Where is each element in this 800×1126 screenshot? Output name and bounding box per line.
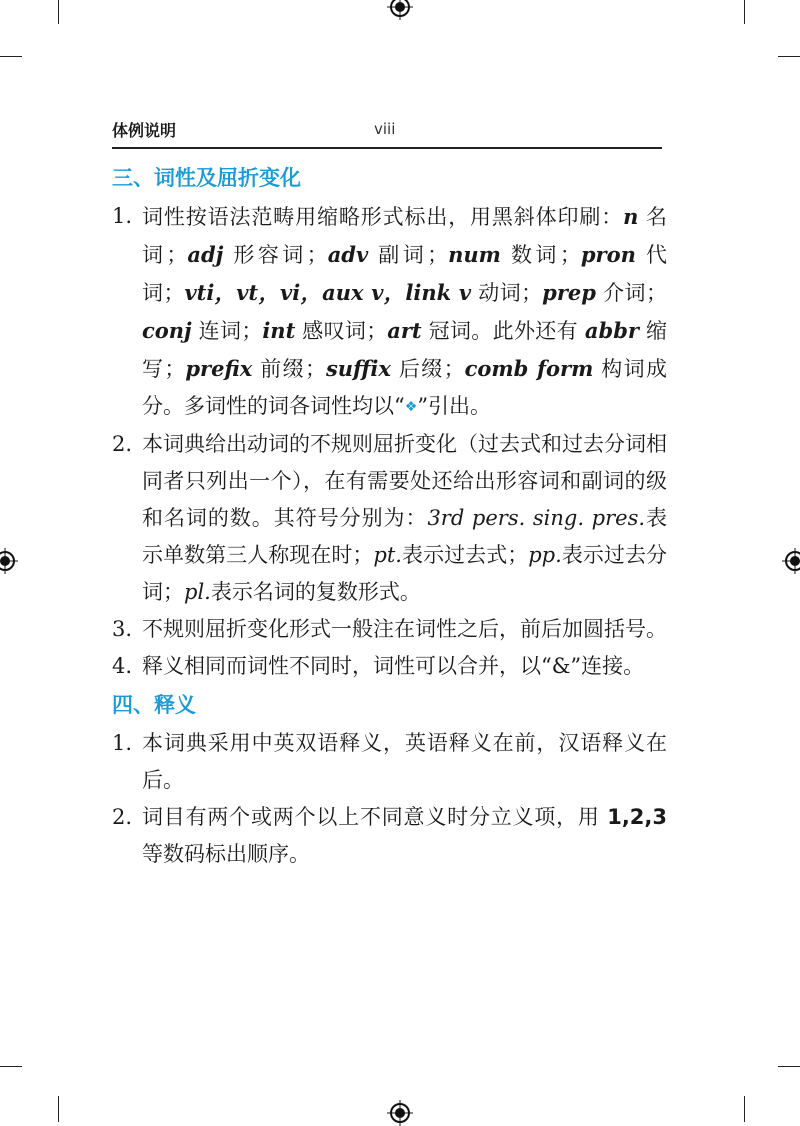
text-run: ”引出。 xyxy=(417,394,492,418)
item-number: 4. xyxy=(112,654,133,678)
abbr-suffix: suffix xyxy=(325,356,391,381)
text-run: 构词成分。多词性的词各词性均以“ xyxy=(142,357,667,418)
symbol-pt: pt. xyxy=(373,543,402,567)
abbr-num: num xyxy=(448,242,501,267)
text-run: 动词； xyxy=(471,281,543,305)
abbr-art: art xyxy=(387,318,422,343)
text-run: 词目有两个或两个以上不同意义时分立义项，用 xyxy=(142,805,608,829)
section-heading-definitions: 四、释义 xyxy=(112,693,196,717)
abbr-adv: adv xyxy=(327,242,369,267)
symbol-3rd-pers: 3rd pers. sing. pres. xyxy=(427,506,646,530)
abbr-adj: adj xyxy=(187,242,224,267)
item-number: 3. xyxy=(112,617,133,641)
list-item xyxy=(112,611,667,648)
text-run: 本词典给出动词的不规则屈折变化（过去式和过去分词相同者只列出一个），在有需要处还给出形容词和副词的级和名词的数。其符号分别为： xyxy=(142,432,667,530)
text-run: 代词； xyxy=(142,243,667,305)
text-run: 连词； xyxy=(191,319,263,343)
list-item xyxy=(112,426,667,611)
text-run: 缩写； xyxy=(142,319,667,381)
text-run: 表示名词的复数形式。 xyxy=(210,580,421,604)
item-number: 2. xyxy=(112,805,133,829)
abbr-abbr: abbr xyxy=(584,318,639,343)
item-text: 不规则屈折变化形式一般注在词性之后，前后加圆括号。 xyxy=(142,617,667,641)
page-number: viii xyxy=(374,120,396,138)
crop-mark xyxy=(744,0,745,24)
abbr-int: int xyxy=(262,318,296,343)
crop-mark xyxy=(0,56,22,57)
registration-mark-icon xyxy=(782,548,800,574)
symbol-pp: pp. xyxy=(528,543,562,567)
diamond-marker-icon: ❖ xyxy=(404,399,418,415)
item-text: 释义相同而词性不同时，词性可以合并，以“&”连接。 xyxy=(142,654,645,678)
crop-mark xyxy=(58,1096,59,1122)
text-run: 数词； xyxy=(500,243,581,267)
text-run: 感叹词； xyxy=(295,319,388,343)
text-run: 冠词。此外还有 xyxy=(421,319,585,343)
section-heading-parts-of-speech: 三、词性及屈折变化 xyxy=(112,166,301,190)
list-item xyxy=(112,198,667,426)
item-number: 1. xyxy=(112,204,133,228)
text-run: 副词； xyxy=(368,243,449,267)
list-item xyxy=(112,648,667,685)
symbol-pl: pl. xyxy=(184,580,211,604)
page-body xyxy=(112,158,667,873)
crop-mark xyxy=(778,56,800,57)
item-text xyxy=(142,198,667,426)
abbr-conj: conj xyxy=(142,318,192,343)
crop-mark xyxy=(0,1066,22,1067)
abbr-comb-form: comb form xyxy=(464,356,594,381)
running-head-title: 体例说明 xyxy=(112,121,177,140)
list-item xyxy=(112,725,667,799)
abbr-n: n xyxy=(623,204,639,229)
crop-mark xyxy=(778,1066,800,1067)
text-run: 等数码标出顺序。 xyxy=(142,842,310,866)
text-run: 前缀； xyxy=(252,357,326,381)
text-run: 形容词； xyxy=(223,243,328,267)
item-text xyxy=(142,426,667,611)
crop-mark xyxy=(744,1096,745,1122)
abbr-prefix: prefix xyxy=(185,356,253,381)
abbr-prep: prep xyxy=(542,280,596,305)
text-run: 名词； xyxy=(142,205,667,267)
sense-numbers: 1,2,3 xyxy=(607,805,667,829)
list-item xyxy=(112,799,667,873)
item-text xyxy=(142,799,667,873)
registration-mark-icon xyxy=(0,548,18,574)
item-number: 2. xyxy=(112,432,133,456)
text-run: 后缀； xyxy=(390,357,465,381)
text-run: 介词； xyxy=(595,281,667,305)
registration-mark-icon xyxy=(387,0,413,20)
item-text: 本词典采用中英双语释义，英语释义在前，汉语释义在后。 xyxy=(142,731,667,792)
text-run: 表示过去分词； xyxy=(142,543,668,604)
registration-mark-icon xyxy=(387,1100,413,1126)
text-run: 表示过去式； xyxy=(401,543,529,567)
item-number: 1. xyxy=(112,731,133,755)
crop-mark xyxy=(58,0,59,24)
text-run: 表示单数第三人称现在时； xyxy=(142,506,668,567)
header-rule xyxy=(112,147,662,149)
abbr-verbs: vti，vt，vi，aux v，link v xyxy=(184,280,472,305)
page-header xyxy=(112,118,662,148)
abbr-pron: pron xyxy=(580,242,636,267)
text-run: 词性按语法范畴用缩略形式标出，用黑斜体印刷： xyxy=(142,205,624,229)
